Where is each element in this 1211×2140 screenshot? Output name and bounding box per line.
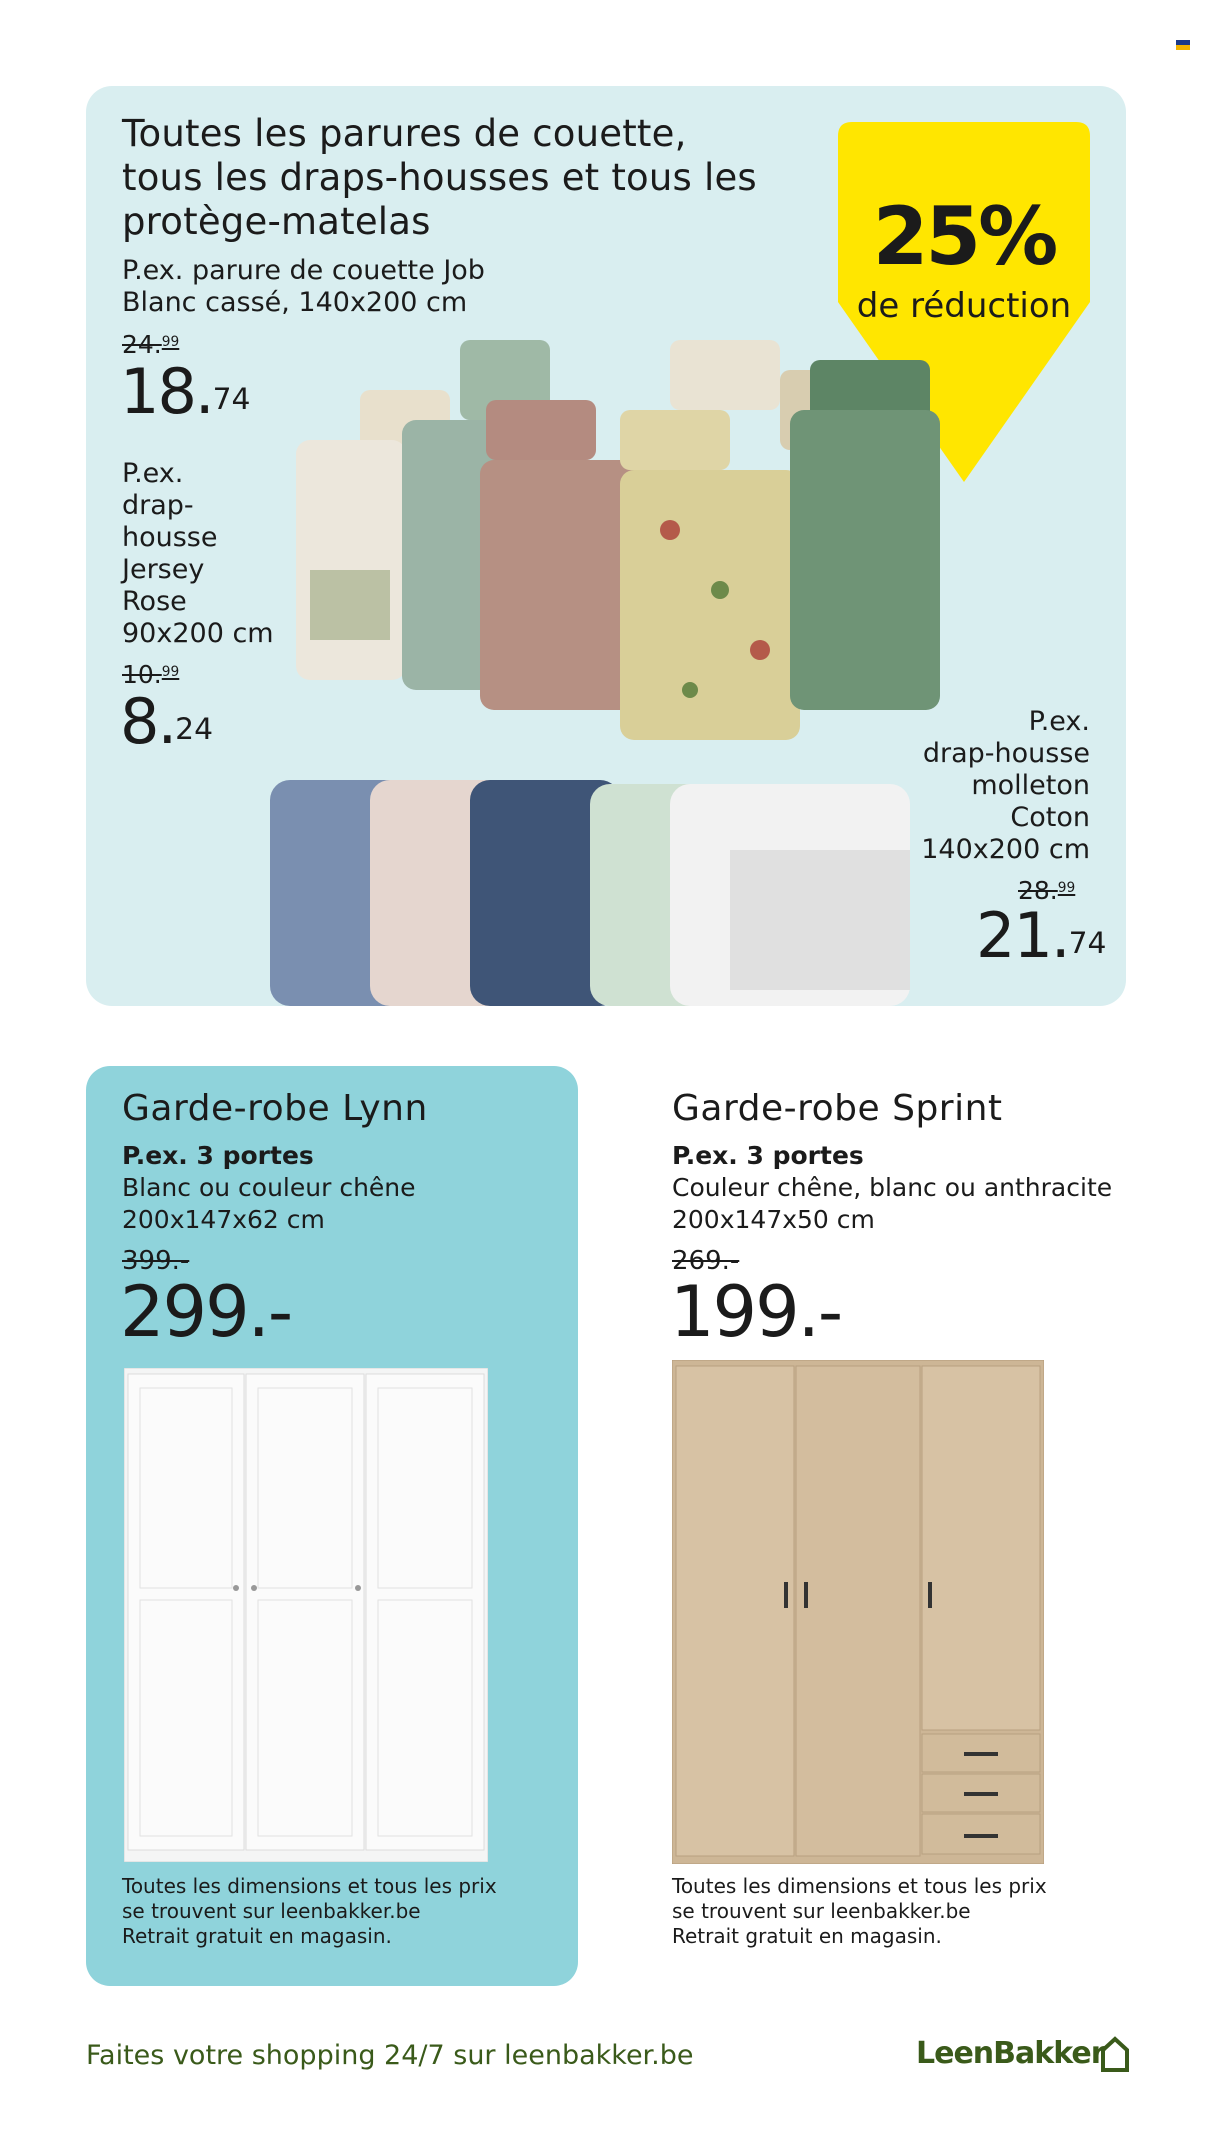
item2-label: P.ex. drap- housse Jersey Rose 90x200 cm bbox=[122, 458, 274, 649]
house-icon bbox=[1100, 2036, 1130, 2072]
item3-label: P.ex. drap-housse molleton Coton 140x200 cm bbox=[921, 706, 1090, 865]
lynn-title: Garde-robe Lynn bbox=[122, 1088, 428, 1129]
promo-headline: Toutes les parures de couette, tous les draps-housses et tous les protège-matelas bbox=[122, 112, 757, 243]
sprint-note-dimensions: Toutes les dimensions et tous les prix bbox=[672, 1874, 1047, 1898]
flag-icon bbox=[1176, 40, 1190, 50]
sprint-doors: P.ex. 3 portes bbox=[672, 1141, 864, 1170]
lynn-colors: Blanc ou couleur chêne bbox=[122, 1173, 416, 1202]
lynn-note-dimensions: Toutes les dimensions et tous les prix bbox=[122, 1874, 497, 1898]
footer-shopping-text[interactable]: Faites votre shopping 24/7 sur leenbakker.be bbox=[86, 2040, 694, 2071]
lynn-new-price: 299.- bbox=[120, 1271, 292, 1353]
item3-old-price: 28.99 bbox=[1018, 876, 1076, 905]
lynn-doors: P.ex. 3 portes bbox=[122, 1141, 314, 1170]
sprint-new-price: 199.- bbox=[670, 1271, 842, 1353]
item1-new-price: 18.74 bbox=[120, 355, 251, 428]
item1-old-price: 24.99 bbox=[122, 330, 180, 359]
item1-label: P.ex. parure de couette Job bbox=[122, 255, 485, 286]
item1-spec: Blanc cassé, 140x200 cm bbox=[122, 287, 468, 318]
white-wardrobe-image bbox=[124, 1368, 488, 1862]
sprint-title: Garde-robe Sprint bbox=[672, 1088, 1003, 1129]
badge-text: de réduction bbox=[856, 286, 1072, 326]
item3-new-price: 21.74 bbox=[976, 899, 1107, 972]
sprint-dimensions: 200x147x50 cm bbox=[672, 1205, 875, 1234]
sprint-colors: Couleur chêne, blanc ou anthracite bbox=[672, 1173, 1113, 1202]
lynn-old-price: 399.- bbox=[122, 1246, 190, 1276]
oak-wardrobe-image bbox=[672, 1360, 1044, 1864]
sprint-note-site: se trouvent sur leenbakker.be bbox=[672, 1899, 971, 1923]
fitted-sheets-image bbox=[270, 770, 930, 1006]
duvet-sets-image bbox=[290, 330, 950, 750]
lynn-note-site: se trouvent sur leenbakker.be bbox=[122, 1899, 421, 1923]
item2-new-price: 8.24 bbox=[120, 685, 214, 758]
lynn-dimensions: 200x147x62 cm bbox=[122, 1205, 325, 1234]
badge-percent: 25% bbox=[872, 190, 1056, 283]
sprint-note-pickup: Retrait gratuit en magasin. bbox=[672, 1924, 942, 1948]
sprint-old-price: 269.- bbox=[672, 1246, 740, 1276]
lynn-note-pickup: Retrait gratuit en magasin. bbox=[122, 1924, 392, 1948]
item2-old-price: 10.99 bbox=[122, 660, 180, 689]
leen-bakker-logo: LeenBakker bbox=[916, 2036, 1105, 2071]
